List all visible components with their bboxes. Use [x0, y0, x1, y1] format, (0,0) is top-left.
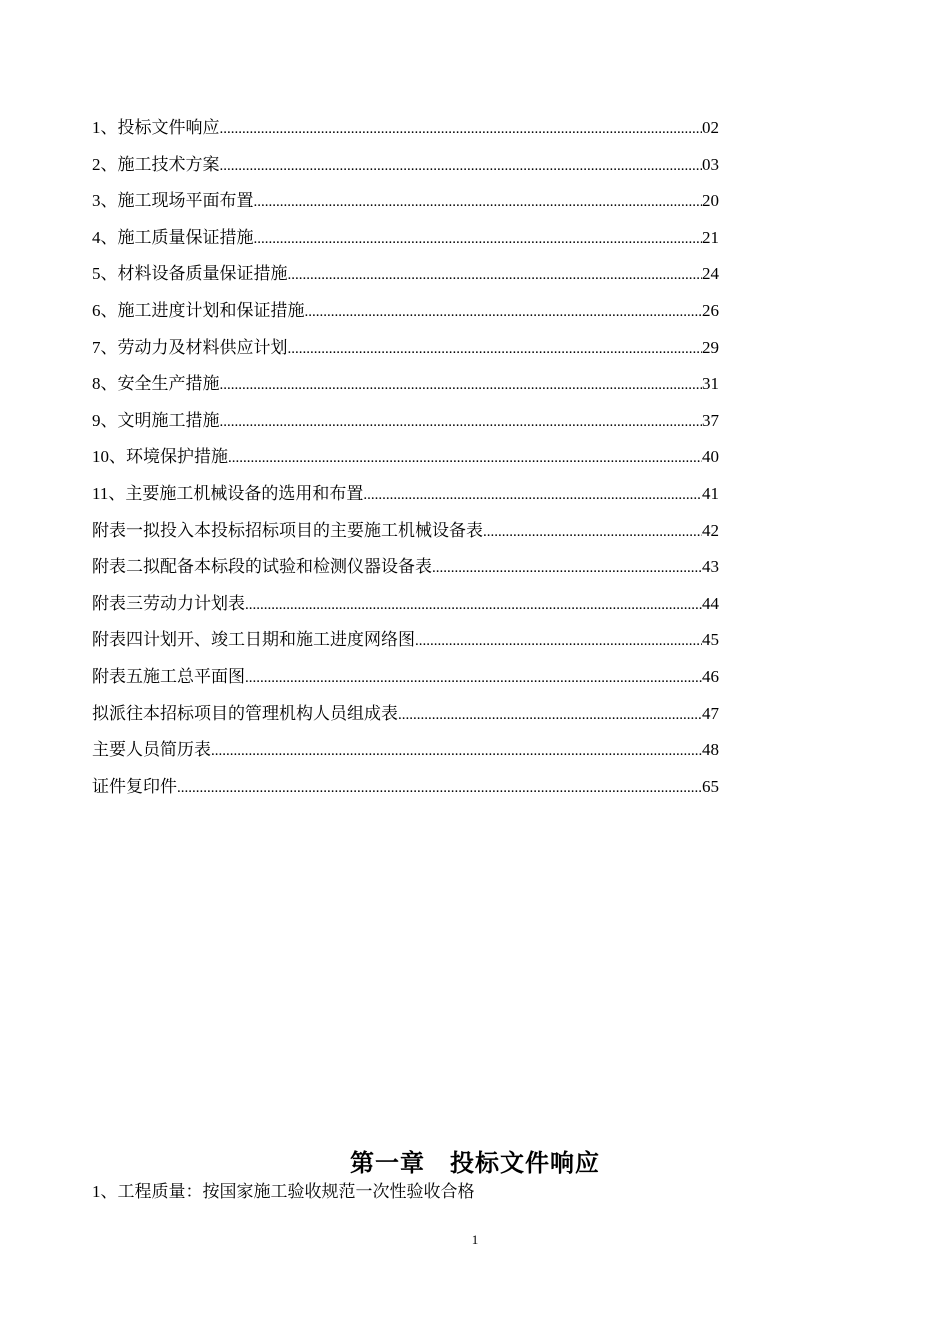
toc-entry-page-number: 45 [702, 630, 719, 650]
toc-entry[interactable] [92, 189, 719, 226]
toc-entry-page-number: 41 [702, 483, 719, 503]
chapter-title: 第一章 投标文件响应 [350, 1149, 600, 1177]
toc-entry-title: 9、文明施工措施 [92, 410, 220, 430]
toc-entry-title: 附表二拟配备本标段的试验和检测仪器设备表 [92, 557, 432, 577]
toc-entry-page-number: 44 [702, 593, 719, 613]
toc-dot-leader [483, 520, 702, 544]
toc-dot-leader [220, 154, 703, 178]
toc-entry-title: 6、施工进度计划和保证措施 [92, 300, 305, 320]
toc-entry-title: 3、施工现场平面布置 [92, 191, 254, 211]
toc-entry-title: 7、劳动力及材料供应计划 [92, 337, 288, 357]
toc-entry-page-number: 02 [702, 118, 719, 137]
toc-entry[interactable] [92, 775, 719, 812]
toc-entry-page-number: 26 [702, 300, 719, 320]
toc-entry[interactable] [92, 738, 719, 775]
table-of-contents [92, 116, 719, 811]
toc-dot-leader [245, 666, 702, 690]
toc-entry-title: 附表五施工总平面图 [92, 666, 245, 686]
toc-entry-title: 附表四计划开、竣工日期和施工进度网络图 [92, 630, 415, 650]
toc-dot-leader [228, 446, 702, 470]
toc-entry-title: 11、主要施工机械设备的选用和布置 [92, 483, 364, 503]
toc-entry-page-number: 46 [702, 666, 719, 686]
toc-dot-leader [363, 483, 702, 507]
body-paragraph: 1、工程质量：按国家施工验收规范一次性验收合格 [92, 1182, 475, 1201]
toc-entry-page-number: 40 [702, 447, 719, 467]
page-number: 1 [471, 1232, 479, 1247]
toc-entry-title: 拟派往本招标项目的管理机构人员组成表 [92, 703, 398, 723]
toc-entry-title: 2、施工技术方案 [92, 154, 220, 174]
toc-entry-title: 1、投标文件响应 [92, 118, 220, 137]
toc-entry[interactable] [92, 226, 719, 263]
toc-entry-page-number: 24 [702, 264, 719, 284]
toc-entry-page-number: 43 [702, 557, 719, 577]
toc-entry-title: 8、安全生产措施 [92, 374, 220, 394]
toc-entry[interactable] [92, 482, 719, 519]
toc-dot-leader [288, 263, 703, 287]
toc-dot-leader [220, 117, 703, 141]
toc-entry-page-number: 31 [702, 374, 719, 394]
toc-entry[interactable] [92, 409, 719, 446]
toc-entry-title: 附表一拟投入本投标招标项目的主要施工机械设备表 [92, 520, 483, 540]
toc-entry-title: 10、环境保护措施 [92, 447, 228, 467]
toc-entry-page-number: 37 [702, 410, 719, 430]
toc-entry[interactable] [92, 592, 719, 629]
toc-entry[interactable] [92, 336, 719, 373]
toc-entry[interactable] [92, 665, 719, 702]
toc-entry[interactable] [92, 372, 719, 409]
toc-dot-leader [177, 776, 702, 800]
toc-entry-page-number: 47 [702, 703, 719, 723]
toc-entry[interactable] [92, 628, 719, 665]
toc-entry-page-number: 42 [702, 520, 719, 540]
toc-entry[interactable] [92, 262, 719, 299]
toc-dot-leader [254, 227, 703, 251]
toc-dot-leader [305, 300, 703, 324]
toc-dot-leader [415, 629, 702, 653]
toc-dot-leader [220, 410, 703, 434]
toc-entry[interactable] [92, 153, 719, 190]
toc-entry-page-number: 48 [702, 740, 719, 760]
toc-dot-leader [254, 190, 703, 214]
toc-entry-page-number: 29 [702, 337, 719, 357]
toc-entry-title: 证件复印件 [92, 776, 177, 796]
toc-entry[interactable] [92, 519, 719, 556]
toc-dot-leader [245, 593, 702, 617]
toc-entry[interactable] [92, 445, 719, 482]
toc-dot-leader [220, 373, 703, 397]
toc-entry-title: 附表三劳动力计划表 [92, 593, 245, 613]
toc-entry[interactable] [92, 702, 719, 739]
toc-entry-page-number: 21 [702, 227, 719, 247]
toc-entry-title: 主要人员简历表 [92, 740, 211, 760]
toc-entry-page-number: 03 [702, 154, 719, 174]
toc-entry[interactable] [92, 555, 719, 592]
toc-dot-leader [432, 556, 702, 580]
toc-entry[interactable] [92, 116, 719, 153]
toc-entry-title: 4、施工质量保证措施 [92, 227, 254, 247]
toc-dot-leader [398, 703, 702, 727]
toc-dot-leader [211, 739, 702, 763]
toc-dot-leader [288, 337, 703, 361]
toc-entry[interactable] [92, 299, 719, 336]
toc-entry-page-number: 20 [702, 191, 719, 211]
toc-entry-page-number: 65 [702, 776, 719, 796]
toc-entry-title: 5、材料设备质量保证措施 [92, 264, 288, 284]
